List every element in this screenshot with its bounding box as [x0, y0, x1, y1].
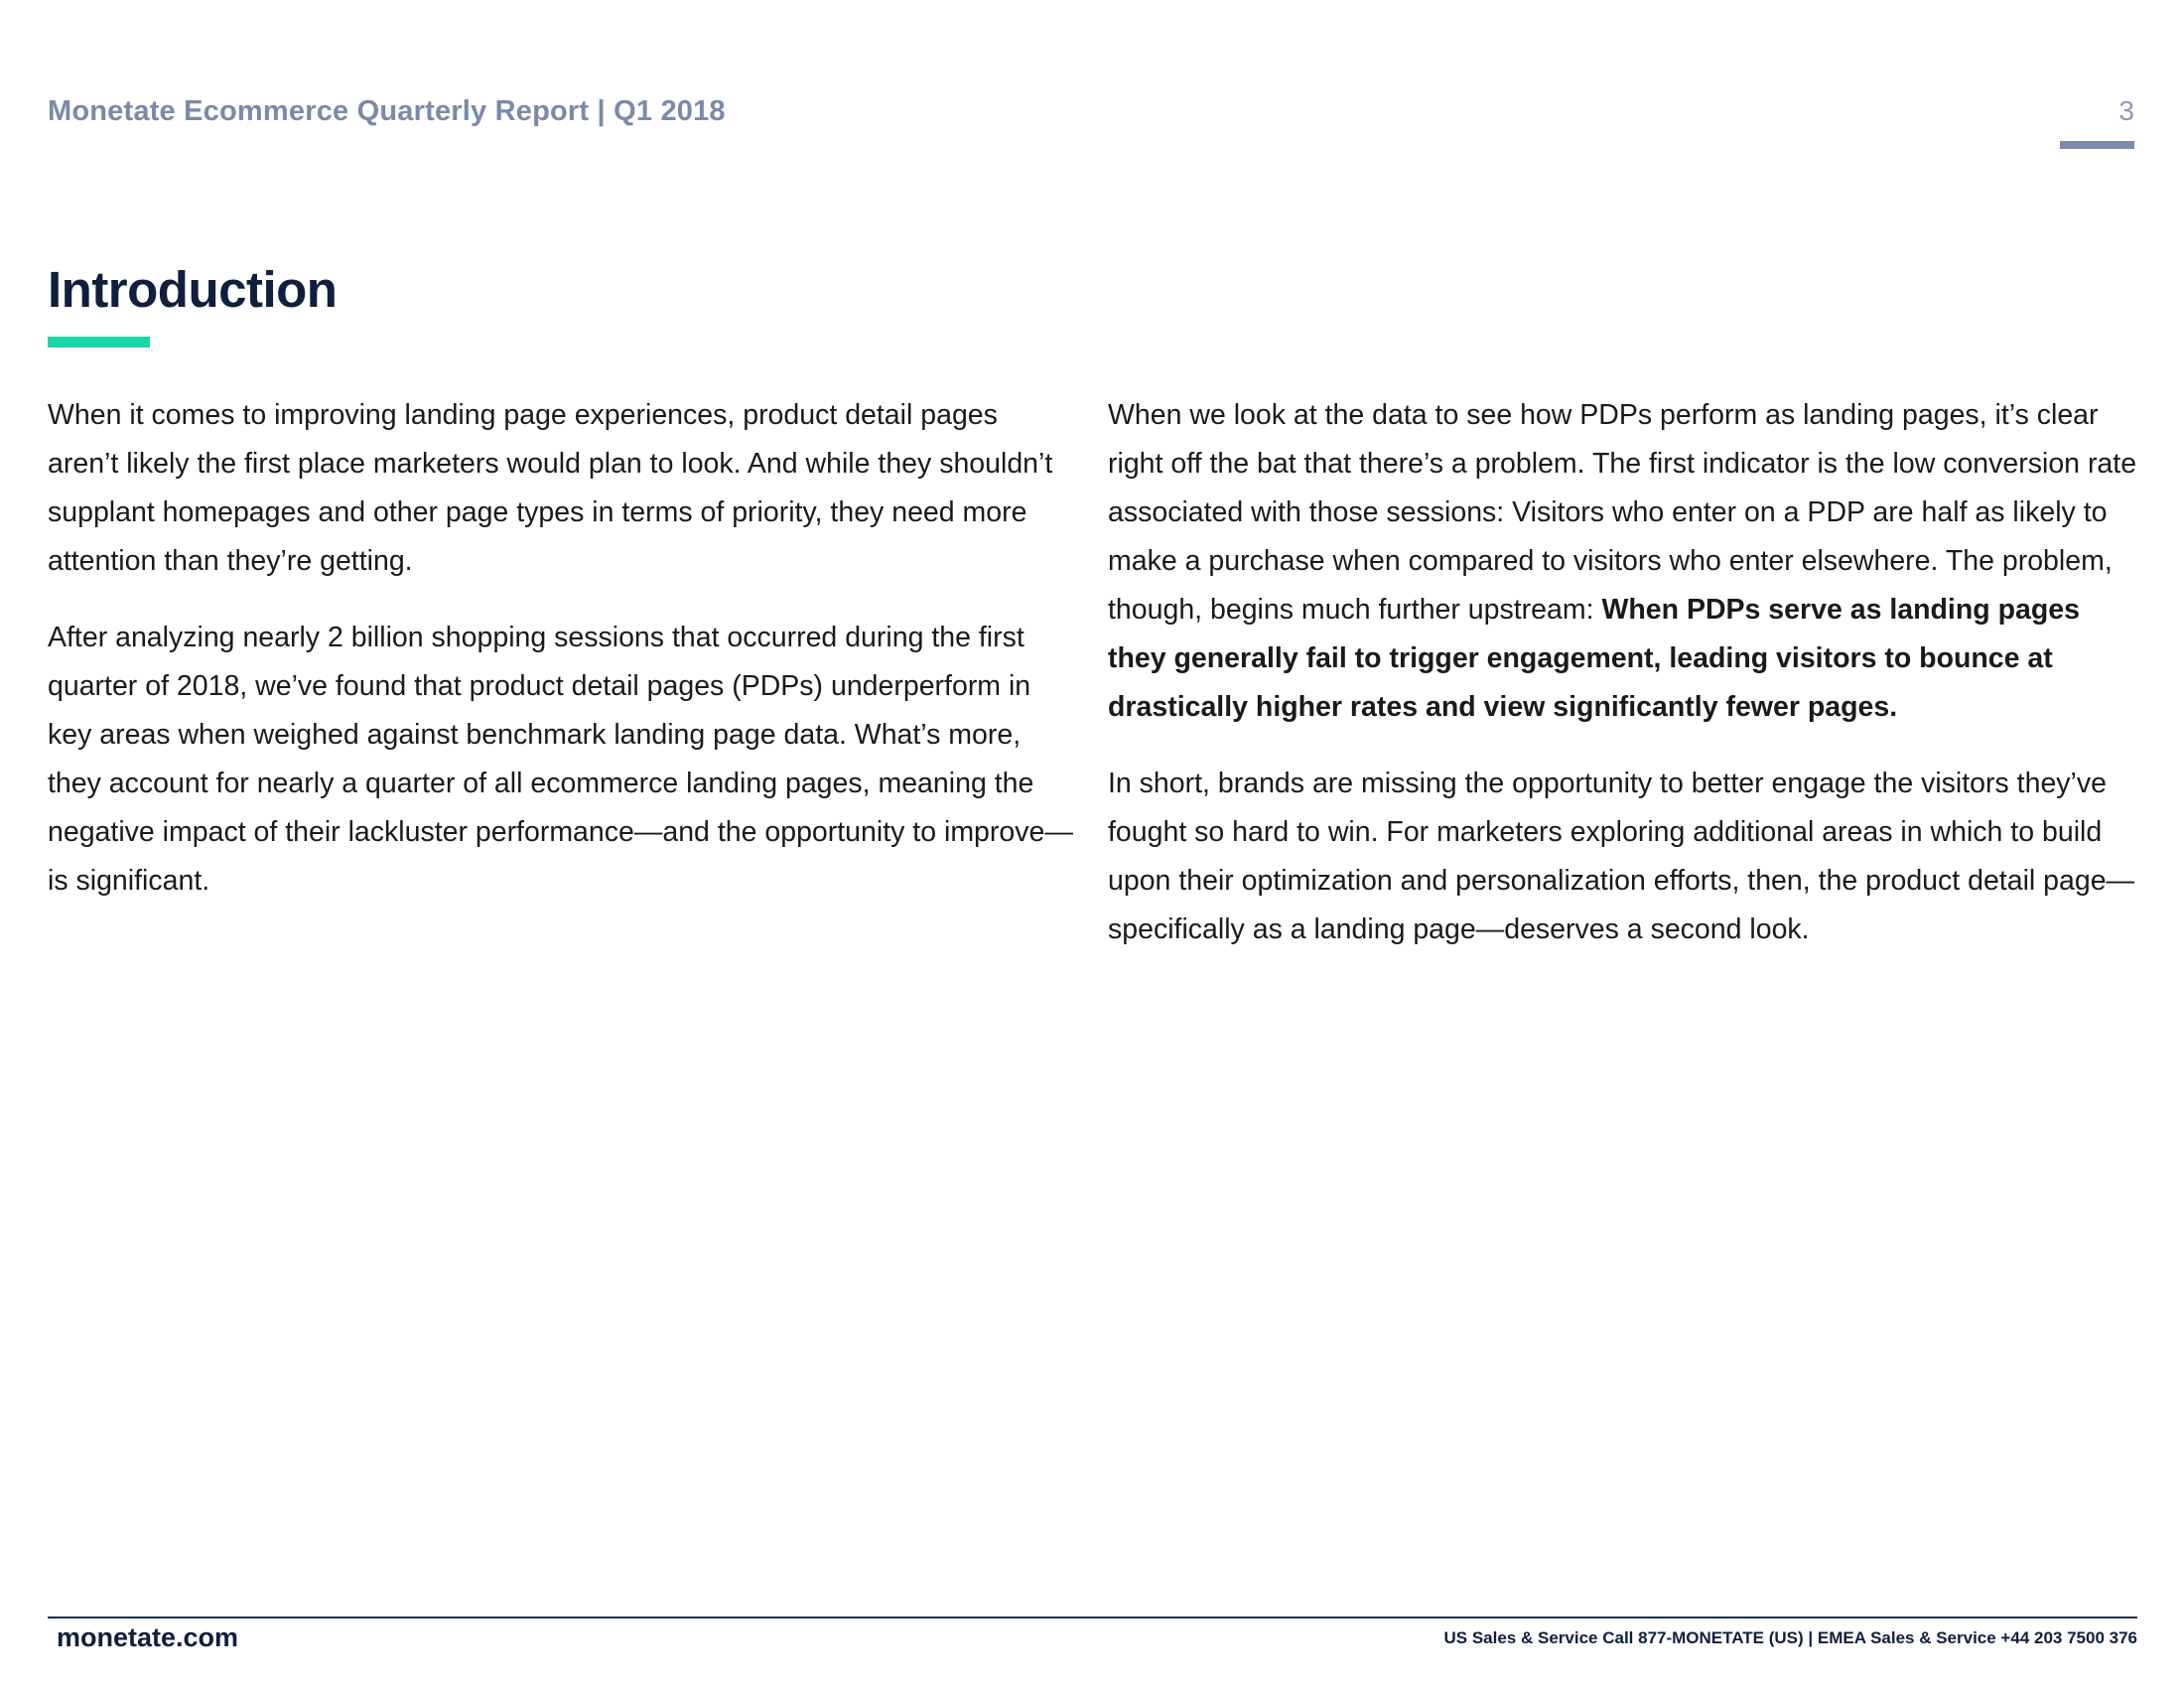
- section-title-underline: [48, 337, 150, 348]
- right-paragraph-1: [1108, 391, 2140, 732]
- footer-brand-link[interactable]: monetate.com: [57, 1622, 239, 1652]
- right-paragraph-1-text: When we look at the data to see how PDPs perform as landing pages, it’s clear right off the bat that there’s a problem. The first indicator is the low conversion rate associated with those sessions: Visitors who enter on a PDP are half as likely to make a purchase when compared to visitors who enter elsewhere. The problem, though, begins much further upstream:: [1108, 399, 2137, 626]
- report-header-title: Monetate Ecommerce Quarterly Report | Q1 2018: [48, 95, 726, 127]
- left-paragraph-1: When it comes to improving landing page experiences, product detail pages aren’t likely the first place marketers would plan to look. And while they shouldn’t supplant homepages and other page types in terms of priority, they need more attention than they’re getting.: [48, 399, 1053, 577]
- page-number: 3: [2118, 95, 2134, 126]
- footer-divider: [48, 1617, 2137, 1618]
- left-column: [48, 391, 1075, 933]
- right-paragraph-1-bold: When PDPs serve as landing pages they generally fail to trigger engagement, leading visitors to bounce at drastically higher rates and view significantly fewer pages.: [1108, 594, 2080, 723]
- left-paragraph-2: After analyzing nearly 2 billion shopping sessions that occurred during the first quarter of 2018, we’ve found that product detail pages (PDPs) underperform in key areas when weighed against benchmark landing page data. What’s more, they account for nearly a quarter of all ecommerce landing pages, meaning the negative impact of their lackluster performance—and the opportunity to improve—is significant.: [48, 622, 1073, 897]
- page-number-underline: [2060, 141, 2134, 149]
- footer-contact-info: US Sales & Service Call 877-MONETATE (US) | EMEA Sales & Service +44 203 7500 376: [1443, 1628, 2137, 1647]
- right-paragraph-2: In short, brands are missing the opportunity to better engage the visitors they’ve fought so hard to win. For marketers exploring additional areas in which to build upon their optimization and personalization efforts, then, the product detail page—specifically as a landing page—deserves a second look.: [1108, 768, 2135, 945]
- right-column: [1108, 391, 2140, 982]
- section-title: Introduction: [48, 261, 338, 318]
